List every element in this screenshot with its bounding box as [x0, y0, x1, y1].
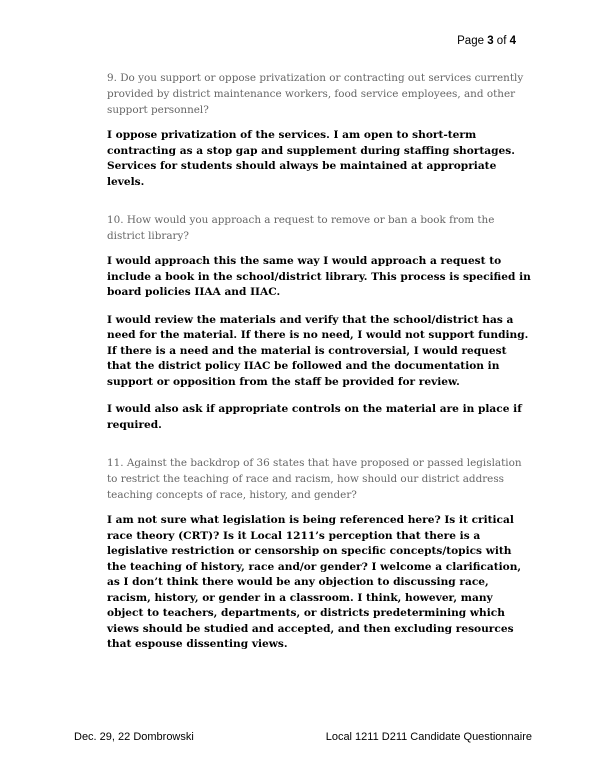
page-prefix: Page [457, 35, 484, 47]
current-page: 3 [487, 35, 494, 47]
answer-9: I oppose privatization of the services. I am open to short-term contracting as a stop gap and supplement during staffing shortages. Services for students should always be maintained at appropriate levels. [107, 129, 515, 188]
question-9: 9. Do you support or oppose privatization or contracting out services currently provided by district maintenance workers, food service employees, and other support personnel? [107, 72, 524, 116]
answer-10-part-2: I would review the materials and verify that the school/district has a need for the material. If there is no need, I would not support funding. If there is a need and the material is controversial, I would request that the district policy IIAC be followed and the documentation in support or opposition from the staff be provided for review. [107, 313, 529, 388]
answer-11: I am not sure what legislation is being referenced here? Is it critical race theory (CRT)? Is it Local 1211’s perception that there is a legislative restriction or censorship on specific concepts/topics with the teaching of history, race and/or gender? I welcome a clarification, as I don’t think there would be any objection to discussing race, racism, history, or gender in a classroom. I think, however, many object to teachers, departments, or districts predetermining which views should be studied and accepted, and then excluding resources that espouse dissenting views. [107, 514, 522, 650]
footer-document-title: Local 1211 D211 Candidate Questionnaire [325, 731, 532, 743]
footer-date-author: Dec. 29, 22 Dombrowski [74, 731, 194, 743]
page-of: of [496, 35, 507, 47]
answer-10-part-1: I would approach this the same way I would approach a request to include a book in the school/district library. This process is specified in board policies IIAA and IIAC. [107, 255, 531, 298]
question-11: 11. Against the backdrop of 36 states that have proposed or passed legislation to restrict the teaching of race and racism, how should our district address teaching concepts of race, history, and gender? [107, 457, 522, 501]
questionnaire-body [107, 70, 532, 665]
total-pages: 4 [509, 35, 516, 47]
answer-10-part-3: I would also ask if appropriate controls on the material are in place if required. [107, 403, 522, 431]
question-10: 10. How would you approach a request to remove or ban a book from the district library? [107, 214, 495, 242]
page-number [457, 35, 516, 47]
